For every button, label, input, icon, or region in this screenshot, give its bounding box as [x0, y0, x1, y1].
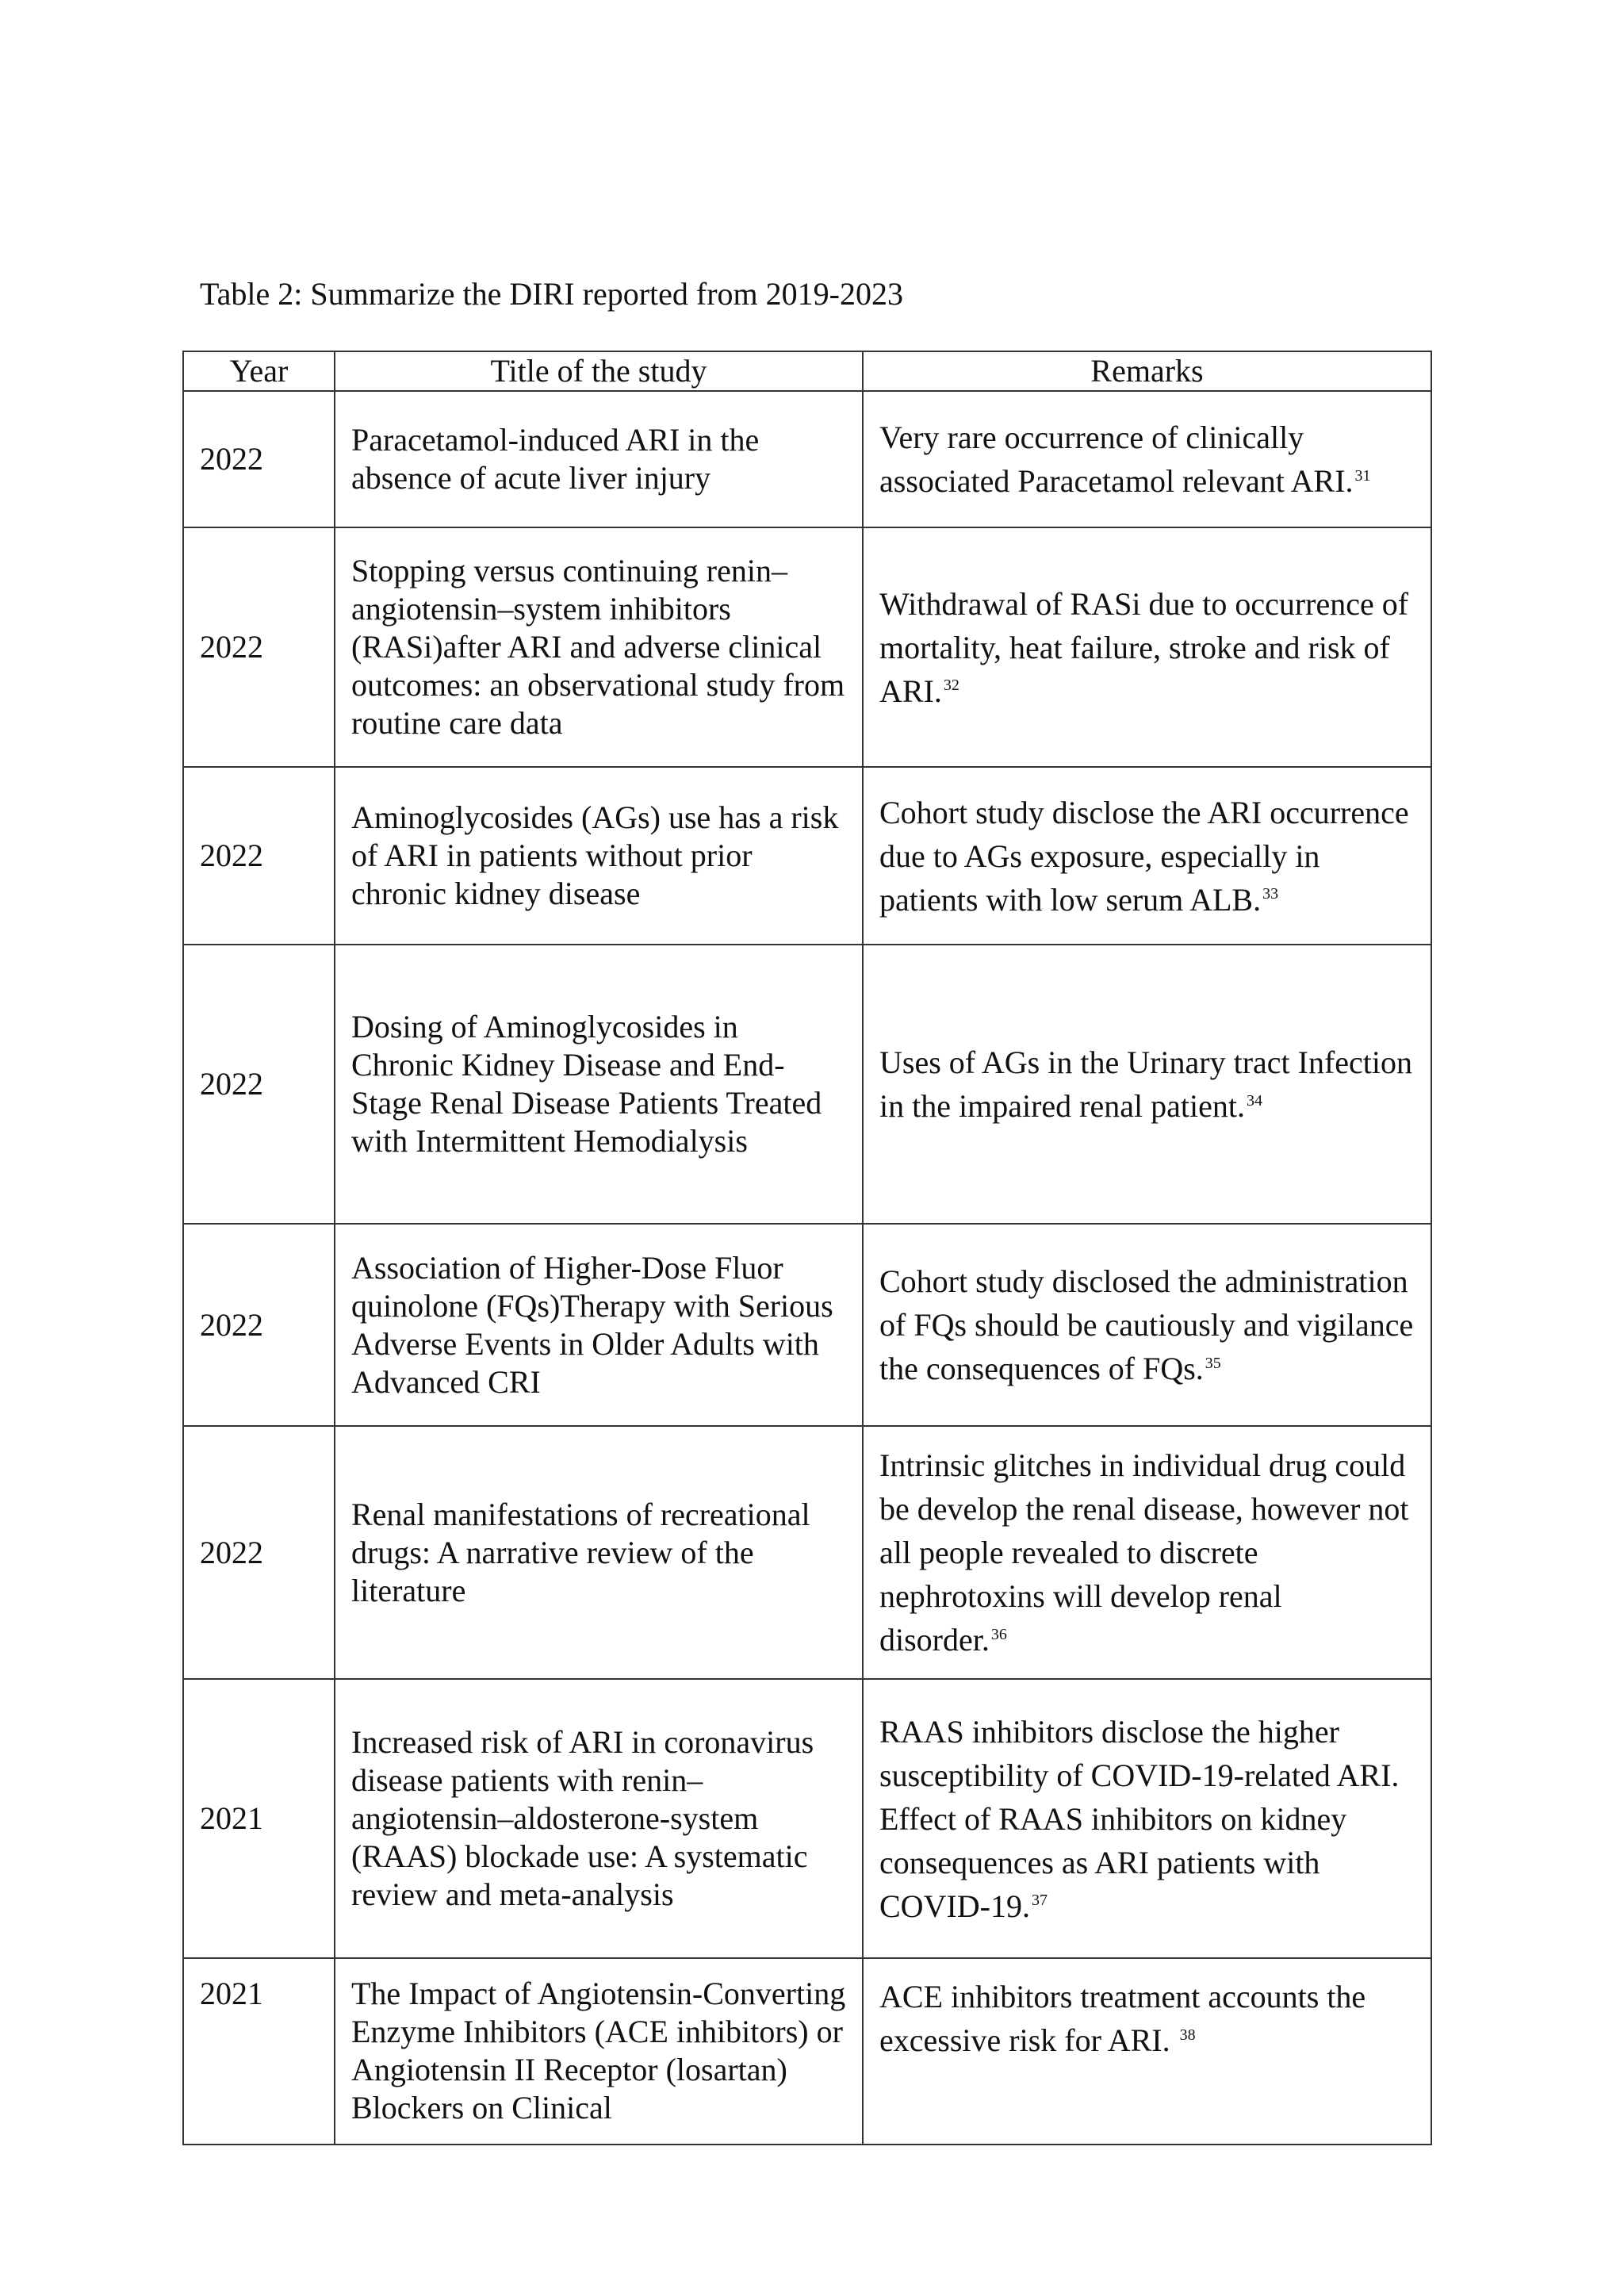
cell-title: The Impact of Angiotensin-Converting Enzyme Inhibitors (ACE inhibitors) or Angiotensin II Receptor (losartan) Blockers on Clinical: [335, 1958, 863, 2145]
remarks-text: Uses of AGs in the Urinary tract Infection in the impaired renal patient.: [879, 1045, 1413, 1124]
cell-year: 2022: [183, 945, 335, 1224]
cell-remarks: [863, 1224, 1431, 1426]
reference-number: 37: [1031, 1892, 1048, 1910]
table-row: [183, 1426, 1431, 1679]
cell-year: 2022: [183, 527, 335, 767]
cell-title: Dosing of Aminoglycosides in Chronic Kidney Disease and End-Stage Renal Disease Patients Treated with Intermittent Hemodialysis: [335, 945, 863, 1224]
cell-year: 2022: [183, 391, 335, 527]
cell-remarks: [863, 945, 1431, 1224]
reference-number: 38: [1179, 2026, 1196, 2044]
remarks-text: Very rare occurrence of clinically associated Paracetamol relevant ARI.: [879, 420, 1354, 499]
remarks-text: Intrinsic glitches in individual drug could be develop the renal disease, however not all people revealed to discrete nephrotoxins will develop renal disorder.: [879, 1447, 1409, 1658]
cell-remarks: [863, 527, 1431, 767]
table-row: [183, 767, 1431, 945]
cell-title: Renal manifestations of recreational drugs: A narrative review of the literature: [335, 1426, 863, 1679]
cell-year: 2022: [183, 1426, 335, 1679]
cell-title: Association of Higher-Dose Fluor quinolone (FQs)Therapy with Serious Adverse Events in Older Adults with Advanced CRI: [335, 1224, 863, 1426]
cell-year: 2022: [183, 1224, 335, 1426]
remarks-text: Cohort study disclosed the administration of FQs should be cautiously and vigilance the consequences of FQs.: [879, 1263, 1414, 1386]
remarks-text: ACE inhibitors treatment accounts the excessive risk for ARI.: [879, 1979, 1366, 2058]
table-caption: Table 2: Summarize the DIRI reported from 2019-2023: [200, 276, 903, 312]
remarks-text: RAAS inhibitors disclose the higher susceptibility of COVID-19-related ARI. Effect of RAAS inhibitors on kidney consequences as ARI patients with COVID-19.: [879, 1713, 1400, 1924]
table-row: [183, 945, 1431, 1224]
cell-remarks: [863, 391, 1431, 527]
table-header-row: [183, 351, 1431, 391]
table-row: [183, 1224, 1431, 1426]
cell-remarks: [863, 1679, 1431, 1958]
cell-title: Aminoglycosides (AGs) use has a risk of ARI in patients without prior chronic kidney disease: [335, 767, 863, 945]
reference-number: 31: [1354, 466, 1371, 485]
reference-number: 32: [943, 677, 959, 695]
reference-number: 33: [1262, 885, 1279, 903]
cell-remarks: [863, 1958, 1431, 2145]
cell-title: Increased risk of ARI in coronavirus disease patients with renin–angiotensin–aldosterone-system (RAAS) blockade use: A systematic review and meta-analysis: [335, 1679, 863, 1958]
table-row: [183, 527, 1431, 767]
cell-year: 2021: [183, 1958, 335, 2145]
cell-remarks: [863, 767, 1431, 945]
cell-title: Paracetamol-induced ARI in the absence of acute liver injury: [335, 391, 863, 527]
reference-number: 34: [1246, 1091, 1262, 1110]
remarks-text: Cohort study disclose the ARI occurrence due to AGs exposure, especially in patients with low serum ALB.: [879, 794, 1409, 918]
header-title: Title of the study: [335, 351, 863, 391]
cell-remarks: [863, 1426, 1431, 1679]
diri-table: [182, 351, 1432, 2145]
remarks-text: Withdrawal of RASi due to occurrence of mortality, heat failure, stroke and risk of ARI.: [879, 585, 1409, 709]
cell-year: 2022: [183, 767, 335, 945]
table-row: [183, 1958, 1431, 2145]
header-year: Year: [183, 351, 335, 391]
cell-year: 2021: [183, 1679, 335, 1958]
reference-number: 35: [1205, 1354, 1221, 1372]
cell-title: Stopping versus continuing renin–angiotensin–system inhibitors (RASi)after ARI and adverse clinical outcomes: an observational study from routine care data: [335, 527, 863, 767]
header-remarks: Remarks: [863, 351, 1431, 391]
table-row: [183, 1679, 1431, 1958]
table-row: [183, 391, 1431, 527]
reference-number: 36: [990, 1625, 1007, 1643]
